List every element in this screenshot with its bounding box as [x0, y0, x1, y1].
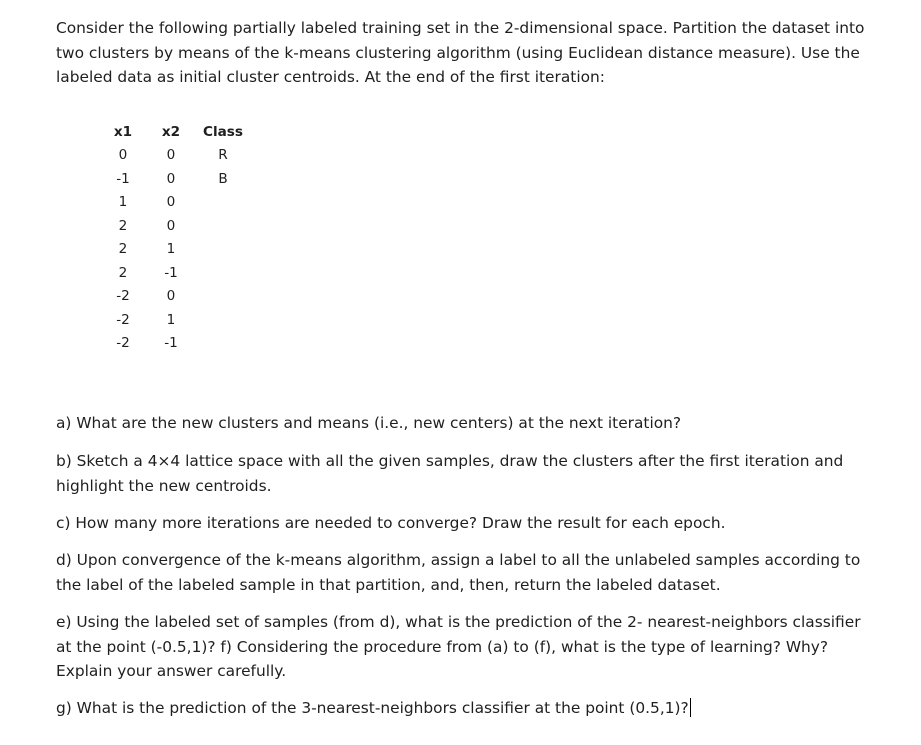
cell-x2: 0: [166, 147, 176, 164]
question-c: c) How many more iterations are needed to converge? Draw the result for each epoch.: [56, 514, 726, 532]
cell-x1: -2: [116, 311, 130, 328]
cell-x2: 0: [166, 170, 176, 187]
cell-x2: -1: [164, 335, 178, 352]
question-d: d) Upon convergence of the k-means algorithm, assign a label to all the unlabeled samples according to the label of the labeled sample in that partition, and, then, return the labeled dataset.: [56, 551, 861, 594]
table-row: [103, 238, 247, 262]
cell-x2: 0: [166, 194, 176, 211]
table-row: [103, 285, 247, 309]
question-g: g) What is the prediction of the 3-nearest-neighbors classifier at the point (0.5,1)?: [56, 699, 689, 717]
cell-x1: 0: [118, 147, 128, 164]
question-e: e) Using the labeled set of samples (from d), what is the prediction of the 2- nearest-neighbors classifier at the point (-0.5,1)? f) Considering the procedure from (a) to (f), what is the type of learning? Why? Explain your answer carefully.: [56, 613, 861, 680]
cell-class: [199, 332, 247, 356]
cell-class: [199, 214, 247, 238]
column-header-class: Class: [203, 123, 243, 140]
cell-class: [199, 238, 247, 262]
cell-x1: -1: [116, 170, 130, 187]
cell-x1: 2: [118, 241, 128, 258]
table-header-row: [103, 120, 247, 144]
cell-x2: 1: [166, 241, 176, 258]
cell-x1: -2: [116, 335, 130, 352]
table-row: [103, 261, 247, 285]
cell-x2: 0: [166, 217, 176, 234]
question-g-line[interactable]: [56, 696, 866, 721]
cell-x2: -1: [164, 264, 178, 281]
cell-class: [199, 191, 247, 215]
cell-x1: 1: [118, 194, 128, 211]
question-a: a) What are the new clusters and means (i.e., new centers) at the next iteration?: [56, 414, 682, 432]
cell-class: [199, 261, 247, 285]
question-b: b) Sketch a 4×4 lattice space with all the given samples, draw the clusters after the first iteration and highlight the new centroids.: [56, 452, 844, 495]
cell-x1: 2: [118, 217, 128, 234]
training-set-table: [103, 120, 247, 355]
cell-class: [199, 285, 247, 309]
table-row: [103, 144, 247, 168]
cell-x2: 1: [166, 311, 176, 328]
text-cursor: [690, 698, 691, 717]
table-row: [103, 308, 247, 332]
cell-class: R: [218, 147, 228, 164]
problem-intro: Consider the following partially labeled training set in the 2-dimensional space. Partition the dataset into two clusters by means of the k-means clustering algorithm (using Euclidean distance measure). Use the labeled data as initial cluster centroids. At the end of the first iteration:: [56, 19, 865, 86]
table-row: [103, 191, 247, 215]
table-row: [103, 167, 247, 191]
column-header-x1: x1: [113, 123, 133, 140]
cell-x1: -2: [116, 288, 130, 305]
table-row: [103, 214, 247, 238]
cell-class: [199, 308, 247, 332]
table-row: [103, 332, 247, 356]
cell-class: B: [218, 170, 228, 187]
cell-x1: 2: [118, 264, 128, 281]
cell-x2: 0: [166, 288, 176, 305]
column-header-x2: x2: [161, 123, 181, 140]
